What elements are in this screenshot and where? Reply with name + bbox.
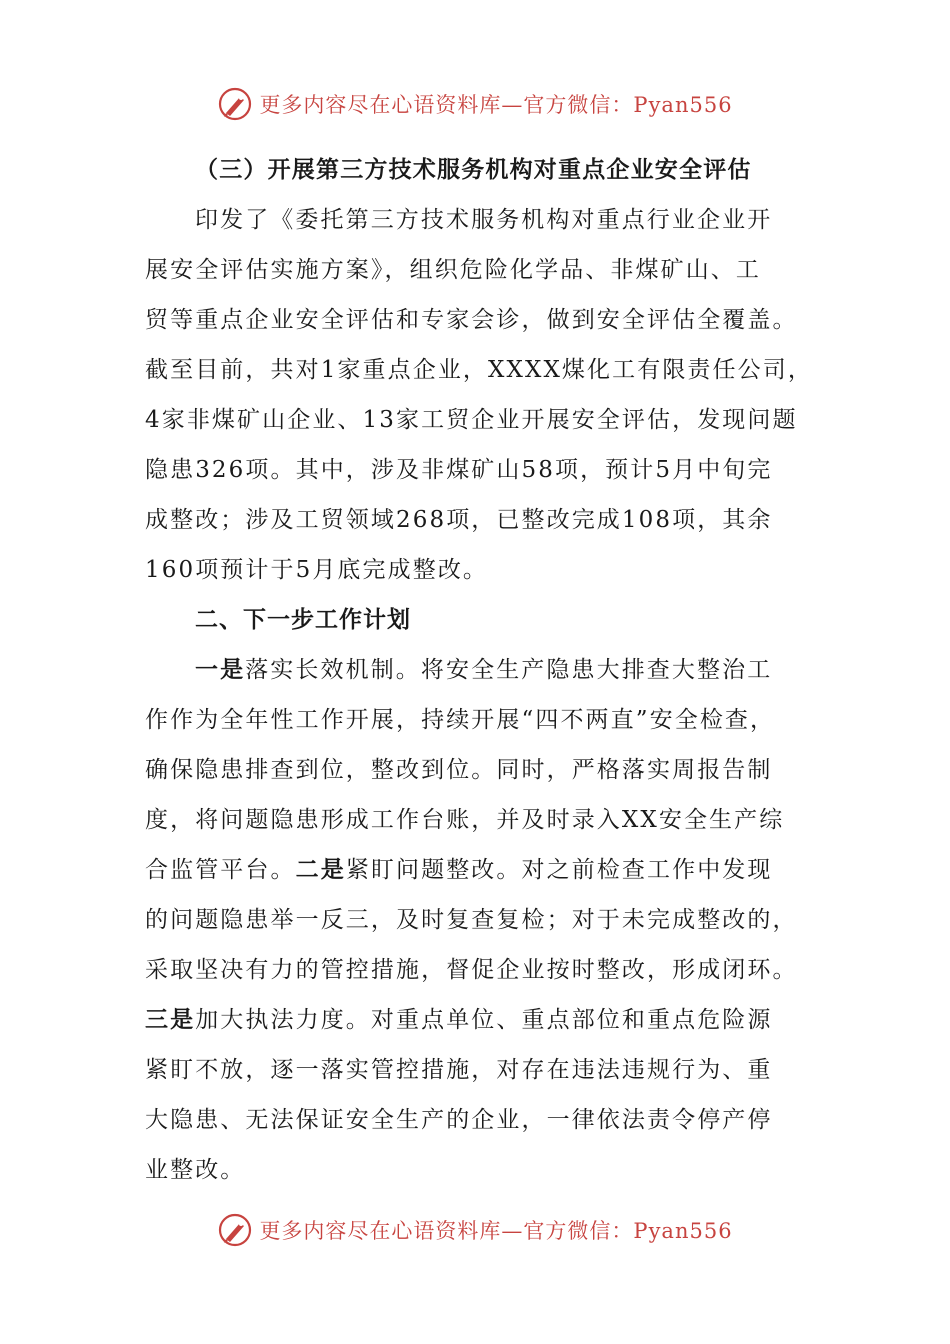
pen-logo-icon — [217, 86, 253, 122]
section-heading: 二、下一步工作计划 — [195, 606, 411, 633]
pen-logo-icon — [217, 1212, 253, 1248]
paragraph-line: 度，将问题隐患形成工作台账，并及时录入XX安全生产综 — [145, 807, 785, 833]
paragraph-line: 印发了《委托第三方技术服务机构对重点行业企业开 — [195, 207, 773, 233]
paragraph-line: 贸等重点企业安全评估和专家会诊，做到安全评估全覆盖。 — [145, 307, 798, 333]
item-text: 合监管平台。 — [145, 857, 296, 883]
paragraph-line: 成整改；涉及工贸领域268项，已整改完成108项，其余 — [145, 507, 773, 533]
item-label: 三是 — [145, 1006, 196, 1033]
paragraph-line — [145, 995, 805, 1045]
watermark-banner-bottom — [0, 1208, 950, 1252]
paragraph-line: 紧盯不放，逐一落实管控措施，对存在违法违规行为、重 — [145, 1057, 773, 1083]
section-heading: （三）开展第三方技术服务机构对重点企业安全评估 — [195, 156, 752, 183]
item-label: 一是 — [195, 656, 246, 683]
item-text: 落实长效机制。将安全生产隐患大排查大整治工 — [245, 657, 773, 683]
paragraph-line: 隐患326项。其中，涉及非煤矿山58项，预计5月中旬完 — [145, 457, 773, 483]
paragraph-line: 160项预计于5月底完成整改。 — [145, 557, 489, 583]
paragraph-line — [145, 845, 805, 895]
paragraph-line — [145, 645, 805, 695]
watermark-text: 更多内容尽在心语资料库—官方微信：Pyan556 — [259, 93, 733, 117]
paragraph-line: 展安全评估实施方案》，组织危险化学品、非煤矿山、工 — [145, 257, 761, 283]
item-label: 二是 — [295, 856, 346, 883]
paragraph-line: 4家非煤矿山企业、13家工贸企业开展安全评估，发现问题 — [145, 407, 798, 433]
paragraph-line: 确保隐患排查到位，整改到位。同时，严格落实周报告制 — [145, 757, 773, 783]
watermark-text: 更多内容尽在心语资料库—官方微信：Pyan556 — [259, 1219, 733, 1243]
paragraph-line: 作作为全年性工作开展，持续开展“四不两直”安全检查， — [145, 707, 776, 733]
watermark-banner-top — [0, 82, 950, 126]
paragraph-line: 截至目前，共对1家重点企业，XXXX煤化工有限责任公司， — [145, 357, 813, 383]
paragraph-line: 采取坚决有力的管控措施，督促企业按时整改，形成闭环。 — [145, 957, 798, 983]
item-text: 紧盯问题整改。对之前检查工作中发现 — [345, 857, 773, 883]
item-text: 加大执法力度。对重点单位、重点部位和重点危险源 — [195, 1007, 773, 1033]
paragraph-line: 业整改。 — [145, 1157, 246, 1183]
document-body — [145, 145, 813, 1195]
paragraph-line: 大隐患、无法保证安全生产的企业，一律依法责令停产停 — [145, 1107, 773, 1133]
paragraph-line: 的问题隐患举一反三，及时复查复检；对于未完成整改的， — [145, 907, 798, 933]
